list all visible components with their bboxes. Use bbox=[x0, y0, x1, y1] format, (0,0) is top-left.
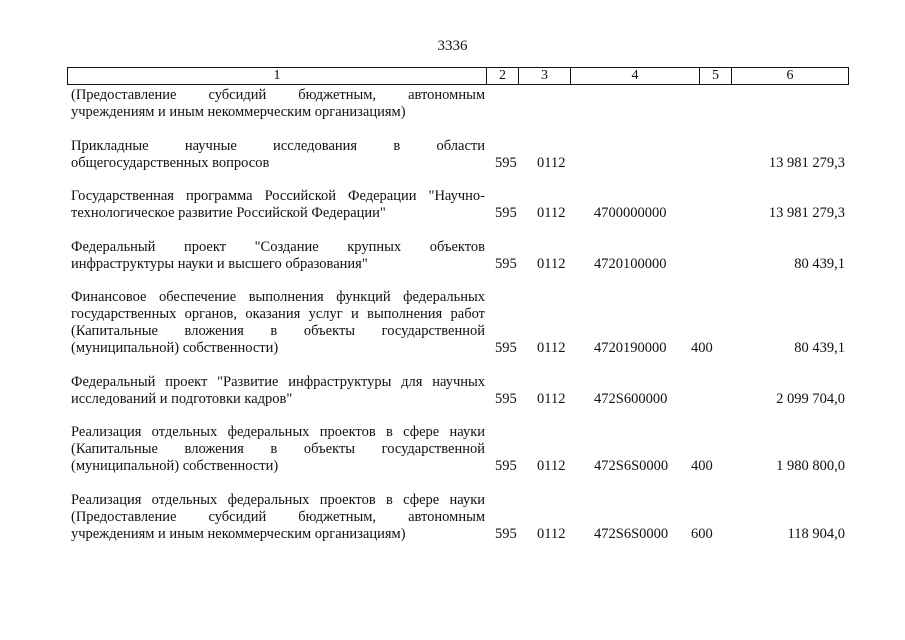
column-header-table bbox=[67, 67, 849, 85]
description-line: учреждениям и иным некоммерческим организациям) bbox=[71, 104, 406, 120]
cell-c6: 80 439,1 bbox=[794, 256, 845, 272]
cell-c6: 80 439,1 bbox=[794, 340, 845, 356]
row-description bbox=[71, 492, 485, 543]
description-line: государственных органов, оказания услуг и выполнения работ bbox=[71, 306, 485, 322]
description-line: исследований и подготовки кадров" bbox=[71, 391, 293, 407]
cell-c3: 0112 bbox=[537, 458, 566, 474]
row-description bbox=[71, 374, 485, 408]
cell-c2: 595 bbox=[495, 526, 517, 542]
description-line: Прикладные научные исследования в области bbox=[71, 138, 485, 154]
cell-c5: 600 bbox=[691, 526, 713, 542]
row-description bbox=[71, 424, 485, 475]
cell-c2: 595 bbox=[495, 205, 517, 221]
row-description bbox=[71, 289, 485, 357]
row-description bbox=[71, 138, 485, 172]
column-header-2: 2 bbox=[487, 68, 519, 85]
cell-c4: 472S600000 bbox=[594, 391, 668, 407]
column-header-4: 4 bbox=[571, 68, 700, 85]
description-line: (муниципальной) собственности) bbox=[71, 340, 279, 356]
cell-c5: 400 bbox=[691, 458, 713, 474]
column-header-1: 1 bbox=[68, 68, 487, 85]
description-line: (Предоставление субсидий бюджетным, автономным bbox=[71, 87, 485, 103]
cell-c2: 595 bbox=[495, 340, 517, 356]
description-line: Реализация отдельных федеральных проектов в сфере науки bbox=[71, 492, 485, 508]
cell-c4: 472S6S0000 bbox=[594, 458, 669, 474]
cell-c2: 595 bbox=[495, 155, 517, 171]
description-line: Государственная программа Российской Федерации "Научно- bbox=[71, 188, 485, 204]
cell-c3: 0112 bbox=[537, 205, 566, 221]
row-description bbox=[71, 188, 485, 222]
description-line: (Предоставление субсидий бюджетным, автономным bbox=[71, 509, 485, 525]
description-line: учреждениям и иным некоммерческим организациям) bbox=[71, 526, 406, 542]
cell-c4: 4720190000 bbox=[594, 340, 667, 356]
page-number: 3336 bbox=[437, 38, 468, 54]
row-description bbox=[71, 239, 485, 273]
cell-c2: 595 bbox=[495, 391, 517, 407]
cell-c3: 0112 bbox=[537, 340, 566, 356]
description-line: Федеральный проект "Создание крупных объектов bbox=[71, 239, 485, 255]
description-line: Финансовое обеспечение выполнения функций федеральных bbox=[71, 289, 485, 305]
column-header-3: 3 bbox=[519, 68, 571, 85]
description-line: технологическое развитие Российской Федерации" bbox=[71, 205, 386, 221]
description-line: Реализация отдельных федеральных проектов в сфере науки bbox=[71, 424, 485, 440]
description-line: инфраструктуры науки и высшего образования" bbox=[71, 256, 368, 272]
cell-c4: 4720100000 bbox=[594, 256, 667, 272]
description-line: Федеральный проект "Развитие инфраструктуры для научных bbox=[71, 374, 485, 390]
description-line: (муниципальной) собственности) bbox=[71, 458, 279, 474]
cell-c6: 13 981 279,3 bbox=[768, 155, 845, 171]
cell-c3: 0112 bbox=[537, 526, 566, 542]
cell-c2: 595 bbox=[495, 256, 517, 272]
column-header-row bbox=[68, 68, 849, 85]
cell-c5: 400 bbox=[691, 340, 713, 356]
cell-c4: 4700000000 bbox=[594, 205, 667, 221]
cell-c3: 0112 bbox=[537, 391, 566, 407]
cell-c6: 2 099 704,0 bbox=[776, 391, 845, 407]
cell-c2: 595 bbox=[495, 458, 517, 474]
row-description bbox=[71, 87, 485, 121]
description-line: общегосударственных вопросов bbox=[71, 155, 270, 171]
description-line: (Капитальные вложения в объекты государственной bbox=[71, 441, 485, 457]
cell-c3: 0112 bbox=[537, 155, 566, 171]
cell-c6: 1 980 800,0 bbox=[776, 458, 845, 474]
cell-c6: 118 904,0 bbox=[787, 526, 845, 542]
description-line: (Капитальные вложения в объекты государственной bbox=[71, 323, 485, 339]
cell-c6: 13 981 279,3 bbox=[768, 205, 845, 221]
cell-c4: 472S6S0000 bbox=[594, 526, 669, 542]
column-header-5: 5 bbox=[700, 68, 732, 85]
column-header-6: 6 bbox=[732, 68, 849, 85]
cell-c3: 0112 bbox=[537, 256, 566, 272]
